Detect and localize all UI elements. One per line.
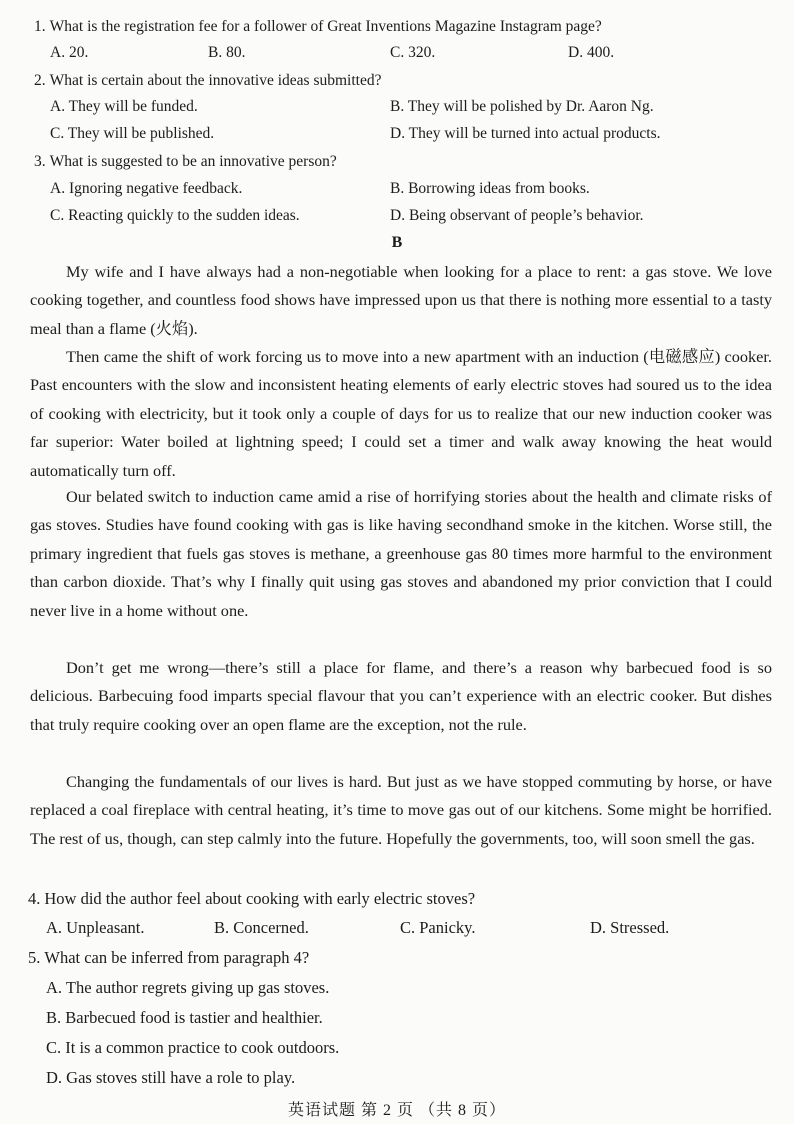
option-a: A. They will be funded.	[50, 98, 198, 115]
passage-paragraph-4: Don’t get me wrong—there’s still a place for flame, and there’s a reason why barbecued food is so delicious. Barbecuing food imparts special flavour that you can’t experience with an electric cooker. But dishes that truly require cooking over an open flame are the exception, not the rule.	[30, 658, 772, 734]
question-2-options-row2	[50, 125, 750, 145]
question-4	[28, 889, 475, 909]
option-c: C. Reacting quickly to the sudden ideas.	[50, 207, 300, 224]
passage-paragraph-3: Our belated switch to induction came amid a rise of horrifying stories about the health and climate risks of gas stoves. Studies have found cooking with gas is like having secondhand smoke in the kitchen. Worse still, the primary ingredient that fuels gas stoves is methane, a greenhouse gas 80 times more harmful to the environment than carbon dioxide. That’s why I finally quit using gas stoves and abandoned my prior conviction that I could never live in a home without one.	[30, 487, 772, 620]
question-3-options-row1	[50, 180, 750, 200]
question-number: 1.	[34, 18, 46, 35]
question-5	[28, 948, 309, 968]
option-a: A. The author regrets giving up gas stoves.	[46, 978, 330, 997]
passage-paragraph-2: Then came the shift of work forcing us to move into a new apartment with an induction (电磁感应) cooker. Past encounters with the slow and inconsistent heating elements of early electric stoves had soured us to the idea of cooking with electricity, but it took only a couple of days for us to realize that our new induction cooker was far superior: Water boiled at lightning speed; I could set a timer and walk away knowing the heat would automatically turn off.	[30, 347, 772, 480]
passage-paragraph-5: Changing the fundamentals of our lives is hard. But just as we have stopped commuting by horse, or have replaced a coal fireplace with central heating, it’s time to move gas out of our kitchens. Some might be horrified. The rest of us, though, can step calmly into the future. Hopefully the governments, too, will soon smell the gas.	[30, 772, 772, 848]
option-d: D. They will be turned into actual products.	[390, 125, 661, 142]
option-c: C. Panicky.	[400, 918, 476, 937]
question-2	[34, 72, 381, 90]
question-text: How did the author feel about cooking with early electric stoves?	[44, 889, 476, 908]
question-1-options	[50, 44, 750, 64]
option-b: B. 80.	[208, 44, 246, 61]
option-b: B. Borrowing ideas from books.	[390, 180, 590, 197]
question-text: What is suggested to be an innovative person?	[49, 153, 337, 170]
option-d: D. Gas stoves still have a role to play.	[46, 1068, 296, 1087]
question-1	[34, 18, 602, 36]
question-text: What is certain about the innovative ideas submitted?	[49, 72, 382, 89]
option-c: C. They will be published.	[50, 125, 215, 142]
question-text: What can be inferred from paragraph 4?	[44, 948, 310, 967]
question-2-options-row1	[50, 98, 750, 118]
option-a: A. Unpleasant.	[46, 918, 145, 937]
option-d: D. Being observant of people’s behavior.	[390, 207, 644, 224]
question-4-options	[46, 918, 766, 940]
option-d: D. Stressed.	[590, 918, 670, 937]
option-a: A. 20.	[50, 44, 89, 61]
question-text: What is the registration fee for a follower of Great Inventions Magazine Instagram page?	[49, 18, 602, 35]
question-3-options-row2	[50, 207, 750, 227]
question-number: 2.	[34, 72, 46, 89]
option-d: D. 400.	[568, 44, 615, 61]
option-b: B. Concerned.	[214, 918, 309, 937]
section-heading: B	[391, 234, 403, 251]
question-number: 3.	[34, 153, 46, 170]
passage-paragraph-1: My wife and I have always had a non-negotiable when looking for a place to rent: a gas stove. We love cooking together, and countless food shows have impressed upon us that there is nothing more essential to a tasty meal than a flame (火焰).	[30, 262, 772, 338]
option-c: C. It is a common practice to cook outdoors.	[46, 1038, 340, 1057]
option-b: B. They will be polished by Dr. Aaron Ng.	[390, 98, 654, 115]
page-footer: 英语试题 第 2 页 （共 8 页）	[287, 1102, 506, 1119]
question-number: 5.	[28, 948, 41, 967]
option-a: A. Ignoring negative feedback.	[50, 180, 243, 197]
option-b: B. Barbecued food is tastier and healthier.	[46, 1008, 323, 1027]
question-number: 4.	[28, 889, 41, 908]
option-c: C. 320.	[390, 44, 436, 61]
question-3	[34, 153, 337, 171]
